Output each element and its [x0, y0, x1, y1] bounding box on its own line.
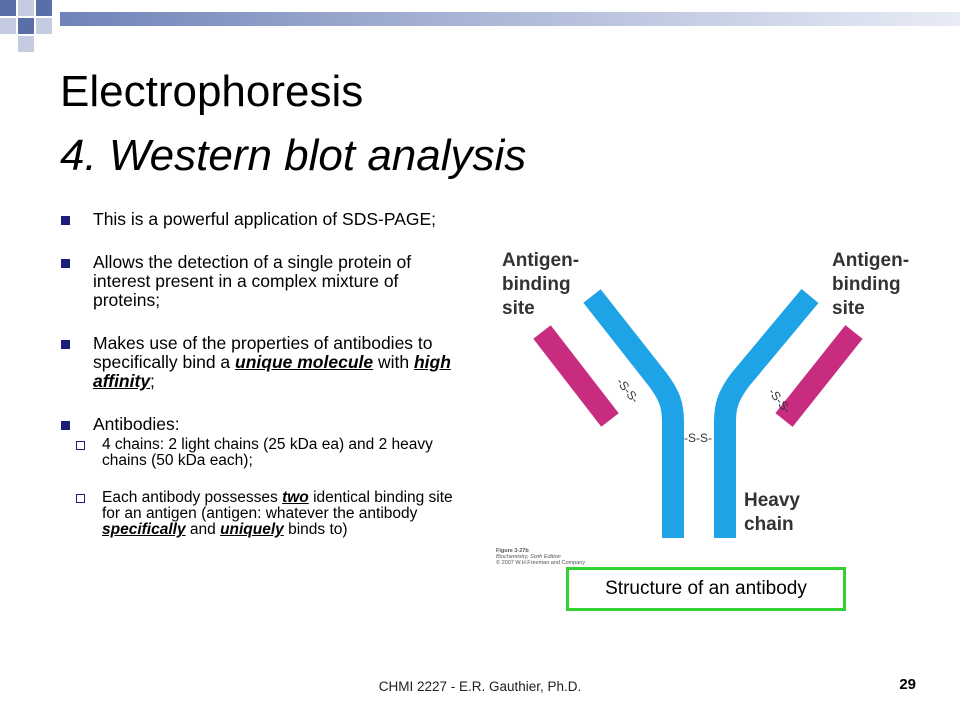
sub-bullet-item: 4 chains: 2 light chains (25 kDa ea) and 2 heavy chains (50 kDa each);	[60, 437, 470, 469]
antibody-diagram	[492, 236, 932, 572]
figure-caption: Structure of an antibody	[566, 567, 846, 611]
header-gradient-bar	[60, 12, 960, 26]
disulfide-bond-label-left: -S-S-	[613, 375, 642, 406]
page-number: 29	[899, 676, 916, 693]
bullet-item: Antibodies: 4 chains: 2 light chains (25 kDa ea) and 2 heavy chains (50 kDa each); Each antibody possesses two identical binding site for an antigen (antigen: whatever the antibody specifically and uniquely binds to)	[60, 415, 470, 538]
figure-credit: Figure 3-27b Biochemistry, Sixth Edition © 2007 W.H.Freeman and Company	[496, 548, 586, 566]
slide-title: Electrophoresis	[60, 67, 364, 116]
hollow-square-bullet-icon	[76, 441, 85, 450]
disulfide-bond-label-center: -S-S-	[684, 431, 712, 445]
emphasis-text: unique molecule	[235, 352, 374, 372]
hollow-square-bullet-icon	[76, 494, 85, 503]
emphasis-text: high affinity	[93, 352, 451, 391]
heavy-chain-stem-left	[662, 420, 684, 538]
antigen-site-label-right: Antigen- binding site	[832, 250, 910, 319]
light-chain-left	[542, 332, 610, 420]
bullet-item: This is a powerful application of SDS-PAGE;	[60, 210, 470, 229]
emphasis-text: specifically	[102, 521, 186, 538]
square-bullet-icon	[61, 216, 70, 225]
slide-subtitle: 4. Western blot analysis	[60, 131, 527, 180]
antigen-site-label-left: Antigen- binding site	[502, 250, 580, 319]
heavy-chain-label: Heavy chain	[744, 490, 800, 535]
bullet-item: Allows the detection of a single protein of interest present in a complex mixture of proteins;	[60, 253, 470, 310]
sub-bullet-list	[93, 437, 470, 538]
square-bullet-icon	[61, 421, 70, 430]
emphasis-text: two	[282, 489, 309, 506]
square-bullet-icon	[61, 259, 70, 268]
sub-bullet-item: Each antibody possesses two identical binding site for an antigen (antigen: whatever the antibody specifically and uniquely binds to)	[60, 490, 470, 538]
bullet-list	[60, 210, 470, 538]
emphasis-text: uniquely	[220, 521, 284, 538]
footer-text: CHMI 2227 - E.R. Gauthier, Ph.D.	[378, 679, 582, 694]
bullet-item: Makes use of the properties of antibodies to specifically bind a unique molecule with high affinity;	[60, 334, 470, 391]
disulfide-bond-label-right: -S-S-	[765, 385, 794, 417]
square-bullet-icon	[61, 340, 70, 349]
heavy-chain-stem-right	[714, 420, 736, 538]
